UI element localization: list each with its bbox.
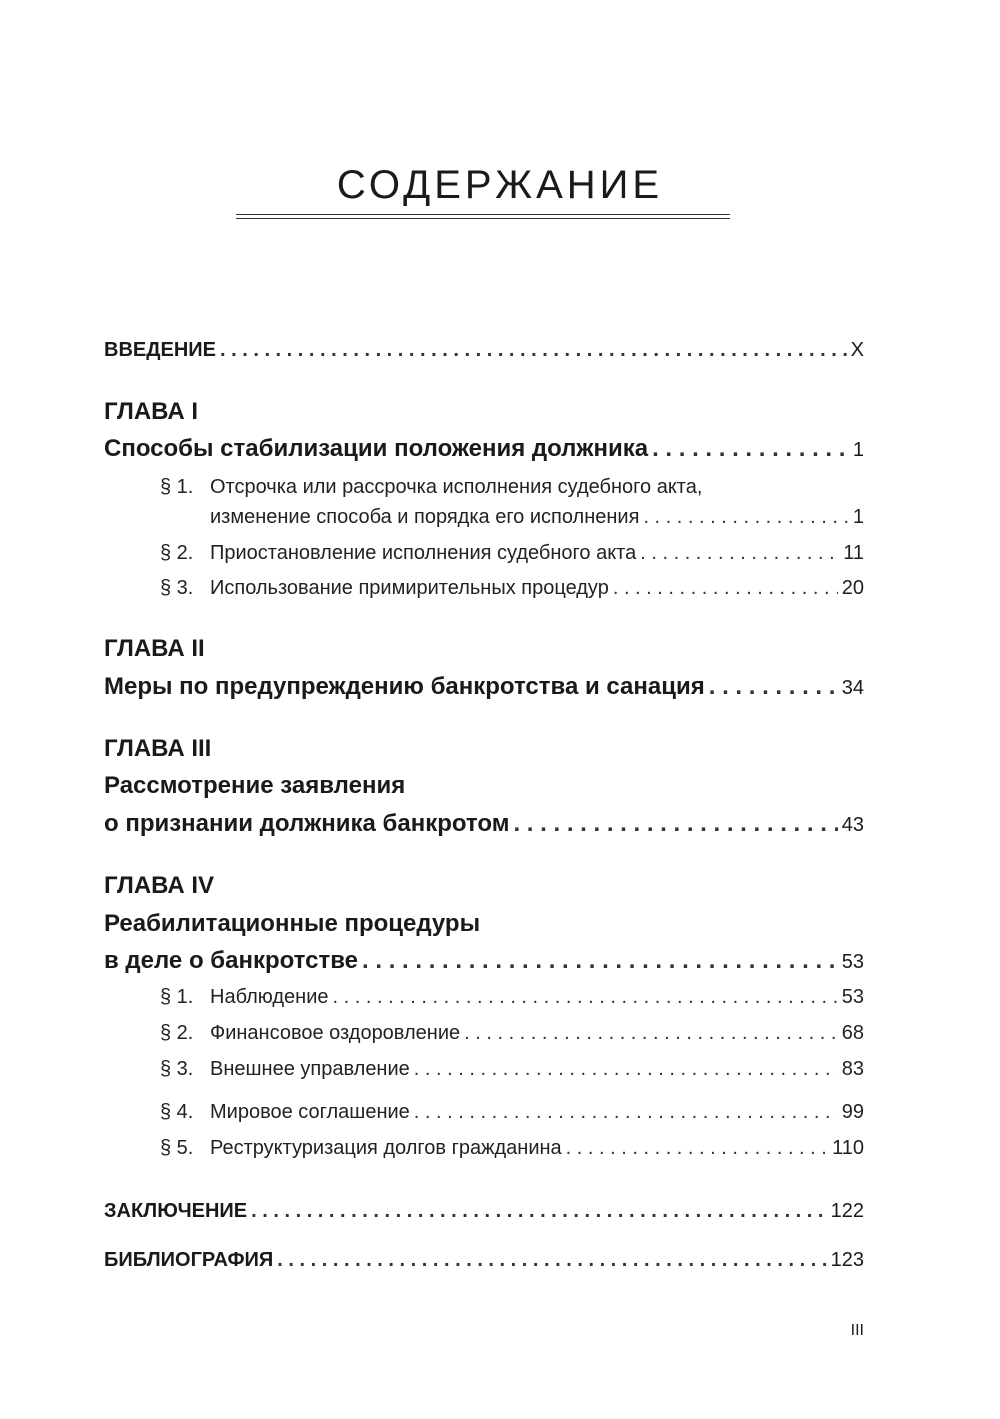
leader-dots bbox=[566, 1138, 828, 1158]
toc-entry-label: Способы стабилизации положения должника bbox=[104, 435, 649, 462]
toc-entry-page: 122 bbox=[830, 1200, 864, 1222]
leader-dots bbox=[643, 507, 848, 527]
toc-entry-page: 1 bbox=[852, 439, 864, 461]
section-number: § 4. bbox=[160, 1101, 194, 1123]
toc-entry-label: Финансовое оздоровление bbox=[210, 1022, 461, 1044]
toc-section-line[interactable] bbox=[160, 477, 702, 497]
leader-dots bbox=[220, 340, 847, 360]
toc-entry-section[interactable] bbox=[160, 1059, 864, 1079]
toc-entry-chapter1[interactable] bbox=[104, 437, 864, 461]
section-number: § 5. bbox=[160, 1137, 194, 1159]
toc-entry-label: в деле о банкротстве bbox=[104, 947, 359, 974]
chapter-heading: ГЛАВА IV bbox=[104, 872, 214, 899]
toc-entry-page: 20 bbox=[841, 577, 864, 599]
toc-entry-intro[interactable] bbox=[104, 340, 864, 360]
toc-entry-page: 123 bbox=[830, 1249, 864, 1271]
section-label: Отсрочка или рассрочка исполнения судебного акта, bbox=[210, 476, 703, 498]
toc-entry-label: Мировое соглашение bbox=[210, 1101, 410, 1123]
chapter-heading: ГЛАВА III bbox=[104, 735, 212, 762]
toc-entry-conclusion[interactable] bbox=[104, 1201, 864, 1221]
leader-dots bbox=[414, 1102, 838, 1122]
toc-entry-section[interactable] bbox=[160, 578, 864, 598]
toc-entry-page: 53 bbox=[841, 986, 864, 1008]
toc-entry-section[interactable] bbox=[160, 1102, 864, 1122]
toc-entry-section[interactable] bbox=[160, 1138, 864, 1158]
toc-entry-page: 83 bbox=[841, 1058, 864, 1080]
toc-entry-section[interactable] bbox=[160, 987, 864, 1007]
page-title: СОДЕРЖАНИЕ bbox=[336, 163, 664, 207]
toc-entry-label: ВВЕДЕНИЕ bbox=[104, 339, 216, 361]
leader-dots bbox=[640, 543, 839, 563]
toc-entry-chapter2[interactable] bbox=[104, 675, 864, 699]
toc-entry-page: 1 bbox=[852, 506, 864, 528]
section-number: § 3. bbox=[160, 1058, 194, 1080]
toc-entry-page: 34 bbox=[841, 677, 864, 699]
toc-entry-chapter4[interactable] bbox=[104, 949, 864, 973]
page-number: III bbox=[850, 1322, 864, 1339]
chapter-title-line: Рассмотрение заявления bbox=[104, 772, 406, 799]
toc-entry-label: Приостановление исполнения судебного акта bbox=[210, 542, 637, 564]
chapter-title-line: Реабилитационные процедуры bbox=[104, 910, 481, 937]
toc-entry-label: Использование примирительных процедур bbox=[210, 577, 609, 599]
section-number: § 3. bbox=[160, 577, 194, 599]
toc-entry-page: 99 bbox=[841, 1101, 864, 1123]
toc-entry-label: Наблюдение bbox=[210, 986, 329, 1008]
toc-entry-label: Реструктуризация долгов гражданина bbox=[210, 1137, 562, 1159]
leader-dots bbox=[414, 1059, 838, 1079]
title-double-rule bbox=[236, 214, 730, 219]
toc-entry-page: 68 bbox=[841, 1022, 864, 1044]
section-number: § 2. bbox=[160, 1022, 194, 1044]
toc-entry-page: 43 bbox=[841, 814, 864, 836]
section-number: § 2. bbox=[160, 542, 194, 564]
toc-entry-label: Внешнее управление bbox=[210, 1058, 410, 1080]
toc-entry-bibliography[interactable] bbox=[104, 1250, 864, 1270]
toc-entry-page: X bbox=[850, 339, 864, 361]
leader-dots bbox=[513, 812, 837, 836]
leader-dots bbox=[333, 987, 838, 1007]
toc-entry-section[interactable] bbox=[210, 507, 864, 527]
toc-entry-section[interactable] bbox=[160, 543, 864, 563]
leader-dots bbox=[251, 1201, 827, 1221]
leader-dots bbox=[709, 675, 838, 699]
toc-entry-page: 53 bbox=[841, 951, 864, 973]
section-number: § 1. bbox=[160, 986, 194, 1008]
leader-dots bbox=[613, 578, 838, 598]
leader-dots bbox=[277, 1250, 826, 1270]
leader-dots bbox=[652, 437, 849, 461]
section-number: § 1. bbox=[160, 476, 194, 498]
toc-entry-section[interactable] bbox=[160, 1023, 864, 1043]
toc-entry-label: о признании должника банкротом bbox=[104, 810, 510, 837]
leader-dots bbox=[362, 949, 838, 973]
toc-entry-label: БИБЛИОГРАФИЯ bbox=[104, 1249, 274, 1271]
toc-entry-label: изменение способа и порядка его исполнения bbox=[210, 506, 640, 528]
toc-entry-page: 110 bbox=[832, 1137, 864, 1159]
leader-dots bbox=[464, 1023, 838, 1043]
toc-entry-label: Меры по предупреждению банкротства и санация bbox=[104, 673, 705, 700]
chapter-heading: ГЛАВА I bbox=[104, 398, 198, 425]
chapter-heading: ГЛАВА II bbox=[104, 635, 205, 662]
toc-entry-label: ЗАКЛЮЧЕНИЕ bbox=[104, 1200, 248, 1222]
toc-entry-page: 11 bbox=[843, 542, 864, 564]
toc-entry-chapter3[interactable] bbox=[104, 812, 864, 836]
